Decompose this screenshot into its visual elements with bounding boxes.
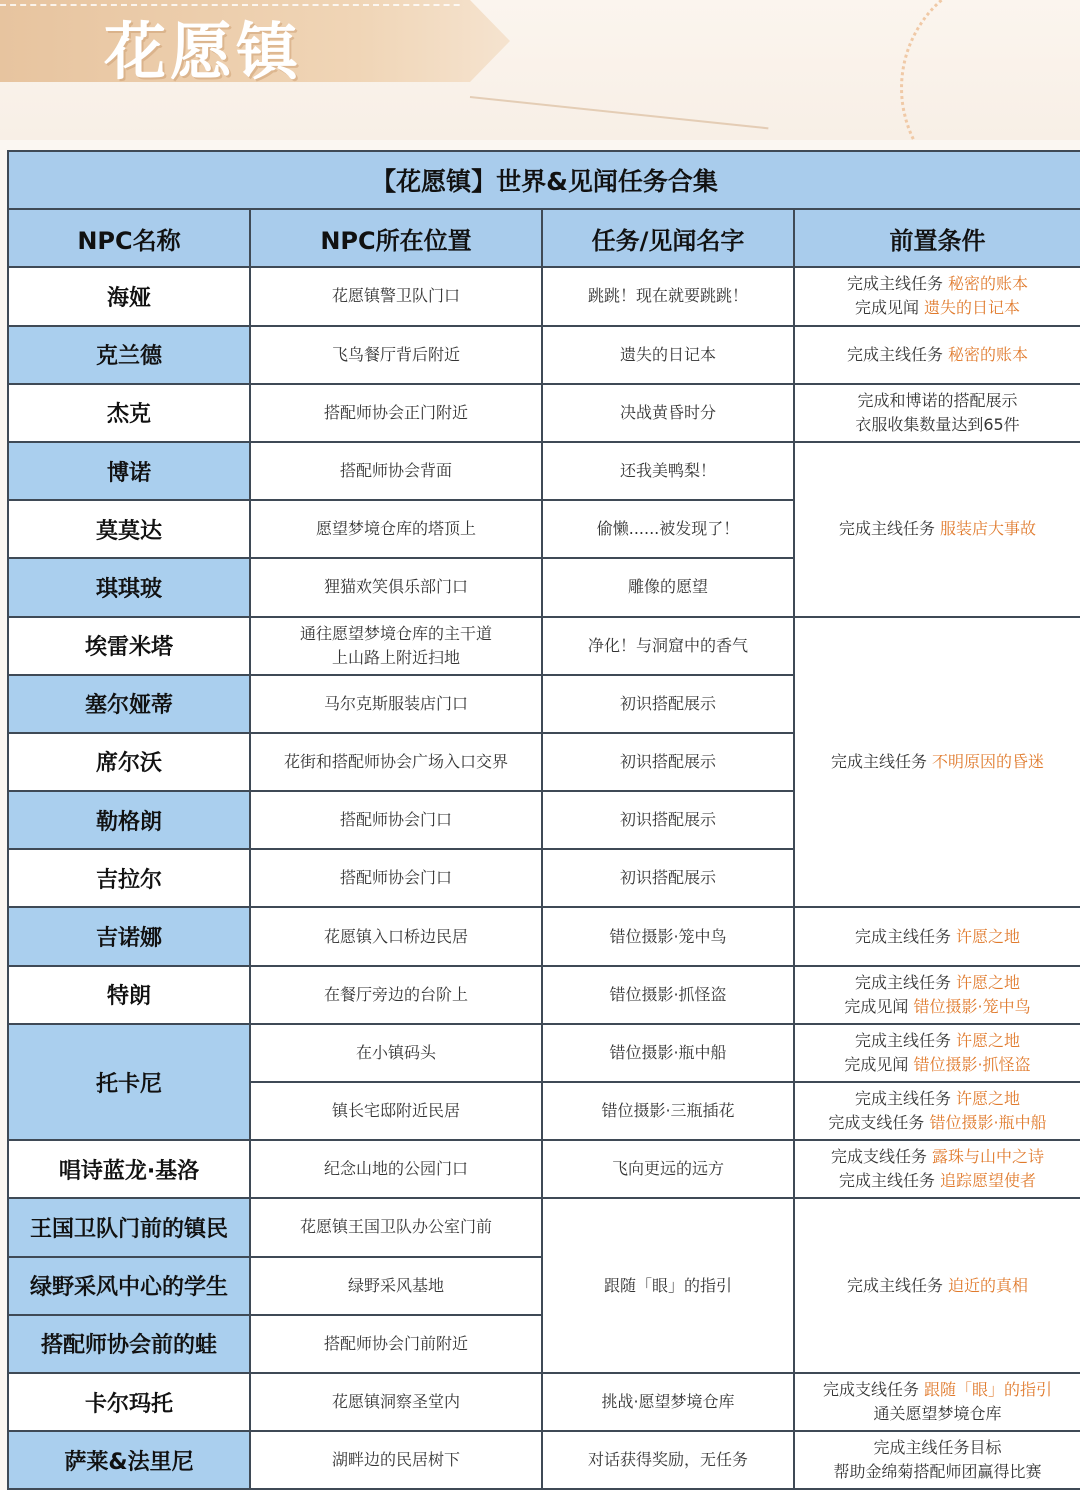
table-row [8, 326, 1080, 384]
npc-name: 埃雷米塔 [8, 617, 250, 675]
npc-location: 镇长宅邸附近民居 [250, 1082, 542, 1140]
table-header-row [8, 209, 1080, 267]
npc-location: 搭配师协会门口 [250, 849, 542, 907]
npc-name: 克兰德 [8, 326, 250, 384]
task-name: 错位摄影·三瓶插花 [542, 1082, 794, 1140]
npc-name: 卡尔玛托 [8, 1373, 250, 1431]
npc-name: 勒格朗 [8, 791, 250, 849]
task-name: 初识搭配展示 [542, 849, 794, 907]
task-name: 决战黄昏时分 [542, 384, 794, 442]
npc-location: 通往愿望梦境仓库的主干道 上山路上附近扫地 [250, 617, 542, 675]
task-name: 净化！与洞窟中的香气 [542, 617, 794, 675]
header-npc-name: NPC名称 [8, 209, 250, 267]
npc-name: 唱诗蓝龙·基洛 [8, 1140, 250, 1198]
npc-name: 海娅 [8, 267, 250, 325]
task-table-container [7, 150, 1080, 1490]
precondition-merged: 完成主线任务 迫近的真相 [794, 1198, 1080, 1373]
npc-name: 搭配师协会前的蛙 [8, 1315, 250, 1373]
npc-name: 吉诺娜 [8, 907, 250, 965]
npc-name: 王国卫队门前的镇民 [8, 1198, 250, 1256]
table-row [8, 1024, 1080, 1082]
table-row [8, 1431, 1080, 1489]
npc-location: 纪念山地的公园门口 [250, 1140, 542, 1198]
precondition: 完成主线任务 秘密的账本 完成见闻 遗失的日记本 [794, 267, 1080, 325]
precondition: 完成支线任务 露珠与山中之诗 完成主线任务 追踪愿望使者 [794, 1140, 1080, 1198]
page-title: 花愿镇 [104, 15, 303, 88]
npc-name: 塞尔娅蒂 [8, 675, 250, 733]
decorative-line [470, 96, 769, 129]
precondition-merged: 完成主线任务 服装店大事故 [794, 442, 1080, 617]
header-npc-location: NPC所在位置 [250, 209, 542, 267]
npc-location: 花愿镇洞察圣堂内 [250, 1373, 542, 1431]
npc-name: 席尔沃 [8, 733, 250, 791]
precondition: 完成主线任务 许愿之地 [794, 907, 1080, 965]
table-row [8, 442, 1080, 500]
table-row [8, 617, 1080, 675]
npc-location: 马尔克斯服装店门口 [250, 675, 542, 733]
npc-location: 湖畔边的民居树下 [250, 1431, 542, 1489]
npc-location: 搭配师协会背面 [250, 442, 542, 500]
task-name: 偷懒......被发现了！ [542, 500, 794, 558]
npc-location: 花街和搭配师协会广场入口交界 [250, 733, 542, 791]
npc-location: 在餐厅旁边的台阶上 [250, 966, 542, 1024]
task-name: 雕像的愿望 [542, 558, 794, 616]
page-banner [0, 0, 1080, 140]
task-name: 错位摄影·笼中鸟 [542, 907, 794, 965]
precondition: 完成主线任务 秘密的账本 [794, 326, 1080, 384]
npc-name: 托卡尼 [8, 1024, 250, 1140]
npc-name: 琪琪玻 [8, 558, 250, 616]
precondition: 完成主线任务 许愿之地 完成支线任务 错位摄影·瓶中船 [794, 1082, 1080, 1140]
task-name: 遗失的日记本 [542, 326, 794, 384]
npc-location: 飞鸟餐厅背后附近 [250, 326, 542, 384]
task-name: 跳跳！现在就要跳跳！ [542, 267, 794, 325]
task-table [7, 150, 1080, 1490]
precondition: 完成主线任务 许愿之地 完成见闻 错位摄影·抓怪盗 [794, 1024, 1080, 1082]
task-name: 错位摄影·抓怪盗 [542, 966, 794, 1024]
table-row [8, 1373, 1080, 1431]
task-name: 还我美鸭梨！ [542, 442, 794, 500]
npc-name: 特朗 [8, 966, 250, 1024]
task-name: 错位摄影·瓶中船 [542, 1024, 794, 1082]
table-row [8, 1198, 1080, 1256]
table-row [8, 1140, 1080, 1198]
precondition-merged: 完成主线任务 不明原因的昏迷 [794, 617, 1080, 908]
npc-name: 绿野采风中心的学生 [8, 1257, 250, 1315]
npc-name: 萨莱&法里尼 [8, 1431, 250, 1489]
task-name: 初识搭配展示 [542, 791, 794, 849]
precondition: 完成主线任务 许愿之地 完成见闻 错位摄影·笼中鸟 [794, 966, 1080, 1024]
npc-location: 花愿镇警卫队门口 [250, 267, 542, 325]
npc-location: 狸猫欢笑俱乐部门口 [250, 558, 542, 616]
npc-name: 博诺 [8, 442, 250, 500]
npc-name: 杰克 [8, 384, 250, 442]
npc-location: 愿望梦境仓库的塔顶上 [250, 500, 542, 558]
task-name: 挑战·愿望梦境仓库 [542, 1373, 794, 1431]
npc-location: 搭配师协会门口 [250, 791, 542, 849]
table-row [8, 384, 1080, 442]
table-row [8, 966, 1080, 1024]
table-row [8, 907, 1080, 965]
task-name: 飞向更远的远方 [542, 1140, 794, 1198]
task-name: 初识搭配展示 [542, 733, 794, 791]
table-row [8, 267, 1080, 325]
precondition: 完成和博诺的搭配展示 衣服收集数量达到65件 [794, 384, 1080, 442]
npc-location: 搭配师协会正门附近 [250, 384, 542, 442]
npc-location: 搭配师协会门前附近 [250, 1315, 542, 1373]
npc-name: 莫莫达 [8, 500, 250, 558]
header-precondition: 前置条件 [794, 209, 1080, 267]
npc-name: 吉拉尔 [8, 849, 250, 907]
precondition: 完成主线任务目标 帮助金绵菊搭配师团赢得比赛 [794, 1431, 1080, 1489]
table-title: 【花愿镇】世界&见闻任务合集 [8, 151, 1080, 209]
task-name: 跟随「眼」的指引 [542, 1198, 794, 1373]
task-name: 对话获得奖励，无任务 [542, 1431, 794, 1489]
npc-location: 花愿镇入口桥边民居 [250, 907, 542, 965]
precondition: 完成支线任务 跟随「眼」的指引 通关愿望梦境仓库 [794, 1373, 1080, 1431]
decorative-circle [900, 0, 1080, 140]
task-name: 初识搭配展示 [542, 675, 794, 733]
header-task-name: 任务/见闻名字 [542, 209, 794, 267]
npc-location: 在小镇码头 [250, 1024, 542, 1082]
npc-location: 绿野采风基地 [250, 1257, 542, 1315]
npc-location: 花愿镇王国卫队办公室门前 [250, 1198, 542, 1256]
